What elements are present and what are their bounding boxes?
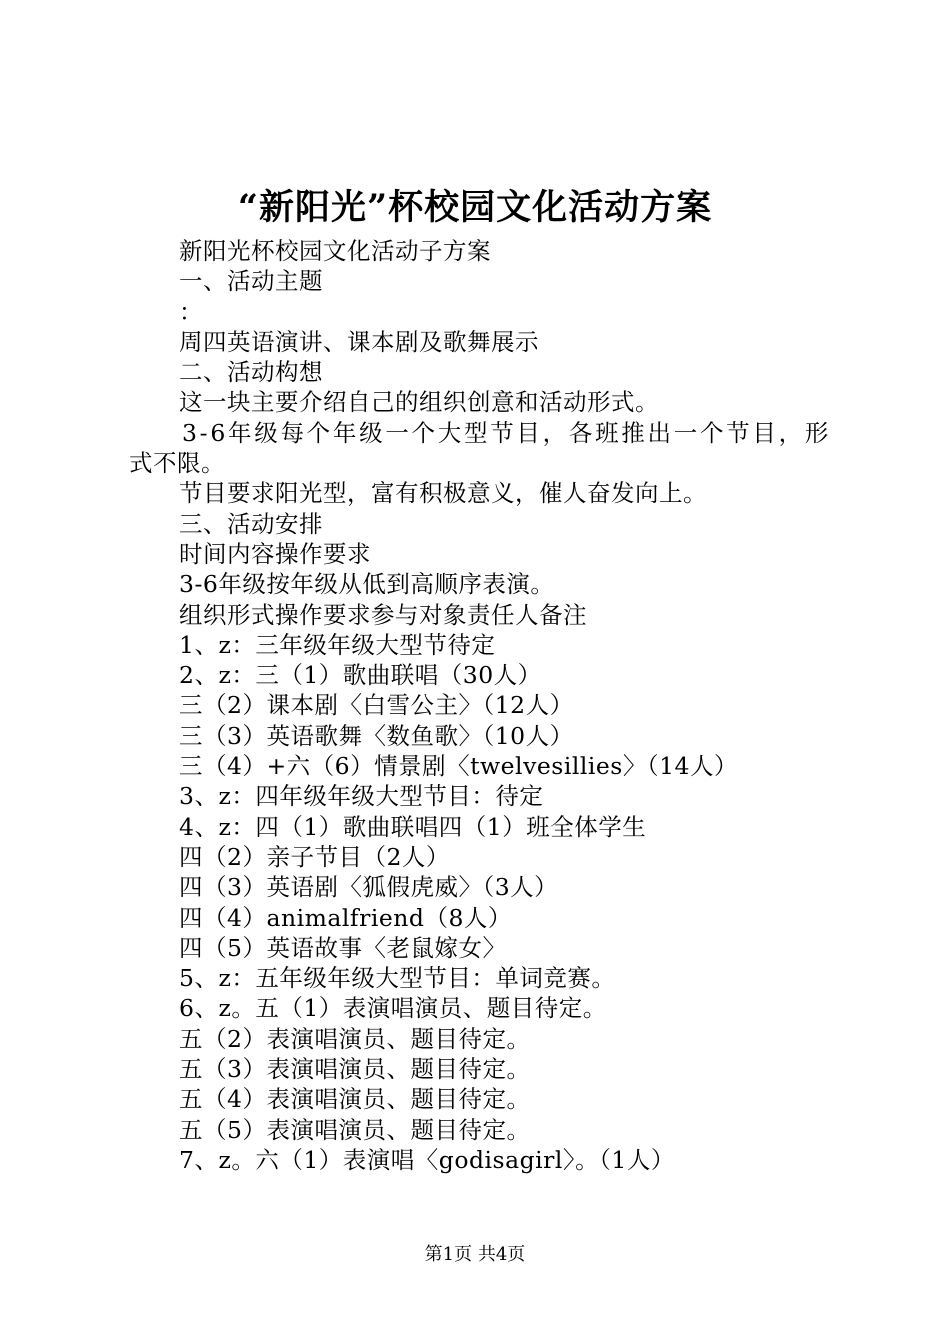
list-item: 五（2）表演唱演员、题目待定。: [179, 1024, 531, 1053]
paragraph-performance-order: 3-6年级按年级从低到高顺序表演。: [179, 570, 555, 599]
justified-char: ，: [778, 418, 803, 447]
heading-activity-concept: 二、活动构想: [179, 358, 323, 387]
justified-char: 级: [359, 418, 384, 447]
list-item: 五（4）表演唱演员、题目待定。: [179, 1085, 531, 1114]
justified-char: ，: [542, 418, 567, 447]
justified-char: 出: [647, 418, 672, 447]
justified-char: 个: [699, 418, 724, 447]
paragraph-colon: ：: [179, 297, 203, 326]
justified-char: 个: [306, 418, 331, 447]
justified-char: 班: [595, 418, 620, 447]
list-item: 4、z：四（1）歌曲联唱四（1）班全体学生: [179, 812, 647, 841]
paragraph-subtitle: 新阳光杯校园文化活动子方案: [179, 237, 491, 265]
paragraph-grade-programs: [129, 418, 829, 448]
list-item: 四（3）英语剧〈狐假虎威〉（3人）: [179, 873, 559, 902]
list-item: 3、z：四年级年级大型节目：待定: [179, 782, 544, 811]
paragraph-program-requirements: 节目要求阳光型，富有积极意义，催人奋发向上。: [179, 479, 707, 508]
list-item: 2、z：三（1）歌曲联唱（30人）: [179, 661, 542, 690]
justified-char: 推: [621, 418, 646, 447]
list-item: 四（5）英语故事〈老鼠嫁女〉: [179, 933, 507, 962]
justified-char: 目: [752, 418, 777, 447]
paragraph-table-header-2: 组织形式操作要求参与对象责任人备注: [179, 600, 587, 629]
paragraph-concept-intro: 这一块主要介绍自己的组织创意和活动形式。: [179, 388, 659, 417]
justified-char: 个: [411, 418, 436, 447]
list-item: 7、z。六（1）表演唱〈godisagirl〉。（1人）: [179, 1145, 675, 1174]
justified-char: 目: [516, 418, 541, 447]
heading-activity-schedule: 三、活动安排: [179, 509, 323, 538]
list-item: 5、z：五年级年级大型节目：单词竞赛。: [179, 964, 616, 993]
list-item: 三（3）英语歌舞〈数鱼歌〉（10人）: [179, 721, 574, 750]
list-item: 三（4）+六（6）情景剧〈twelvesillies〉（14人）: [179, 752, 739, 781]
justified-char: 形: [804, 418, 829, 447]
page-number-footer: 第1页 共4页: [424, 1244, 526, 1265]
justified-char: 一: [385, 418, 410, 447]
paragraph-theme-content: 周四英语演讲、课本剧及歌舞展示: [179, 327, 539, 356]
list-item: 三（2）课本剧〈白雪公主〉（12人）: [179, 691, 574, 720]
list-item: 四（4）animalfriend（8人）: [179, 903, 512, 932]
justified-char: 节: [726, 418, 751, 447]
justified-char: 节: [490, 418, 515, 447]
justified-char: 型: [463, 418, 488, 447]
list-item: 五（5）表演唱演员、题目待定。: [179, 1115, 531, 1144]
justified-char: 每: [280, 418, 305, 447]
list-item: 6、z。五（1）表演唱演员、题目待定。: [179, 994, 607, 1023]
justified-char: 年: [228, 418, 253, 447]
list-item: 1、z：三年级年级大型节待定: [179, 630, 496, 659]
paragraph-table-header-1: 时间内容操作要求: [179, 539, 371, 568]
justified-char: 各: [568, 418, 593, 447]
heading-activity-theme: 一、活动主题: [179, 267, 323, 296]
justified-char: 大: [437, 418, 462, 447]
justified-char: 年: [332, 418, 357, 447]
document-body: [129, 236, 829, 1175]
document-title: “新阳光”杯校园文化活动方案: [237, 187, 713, 228]
list-item: 四（2）亲子节目（2人）: [179, 842, 450, 871]
paragraph-grade-programs-continued: 式不限。: [129, 449, 225, 478]
list-item: 五（3）表演唱演员、题目待定。: [179, 1055, 531, 1084]
justified-char: 6: [210, 418, 226, 447]
justified-char: 3: [182, 418, 198, 447]
justified-char: 一: [673, 418, 698, 447]
justified-char: -: [199, 418, 209, 447]
justified-char: 级: [254, 418, 279, 447]
